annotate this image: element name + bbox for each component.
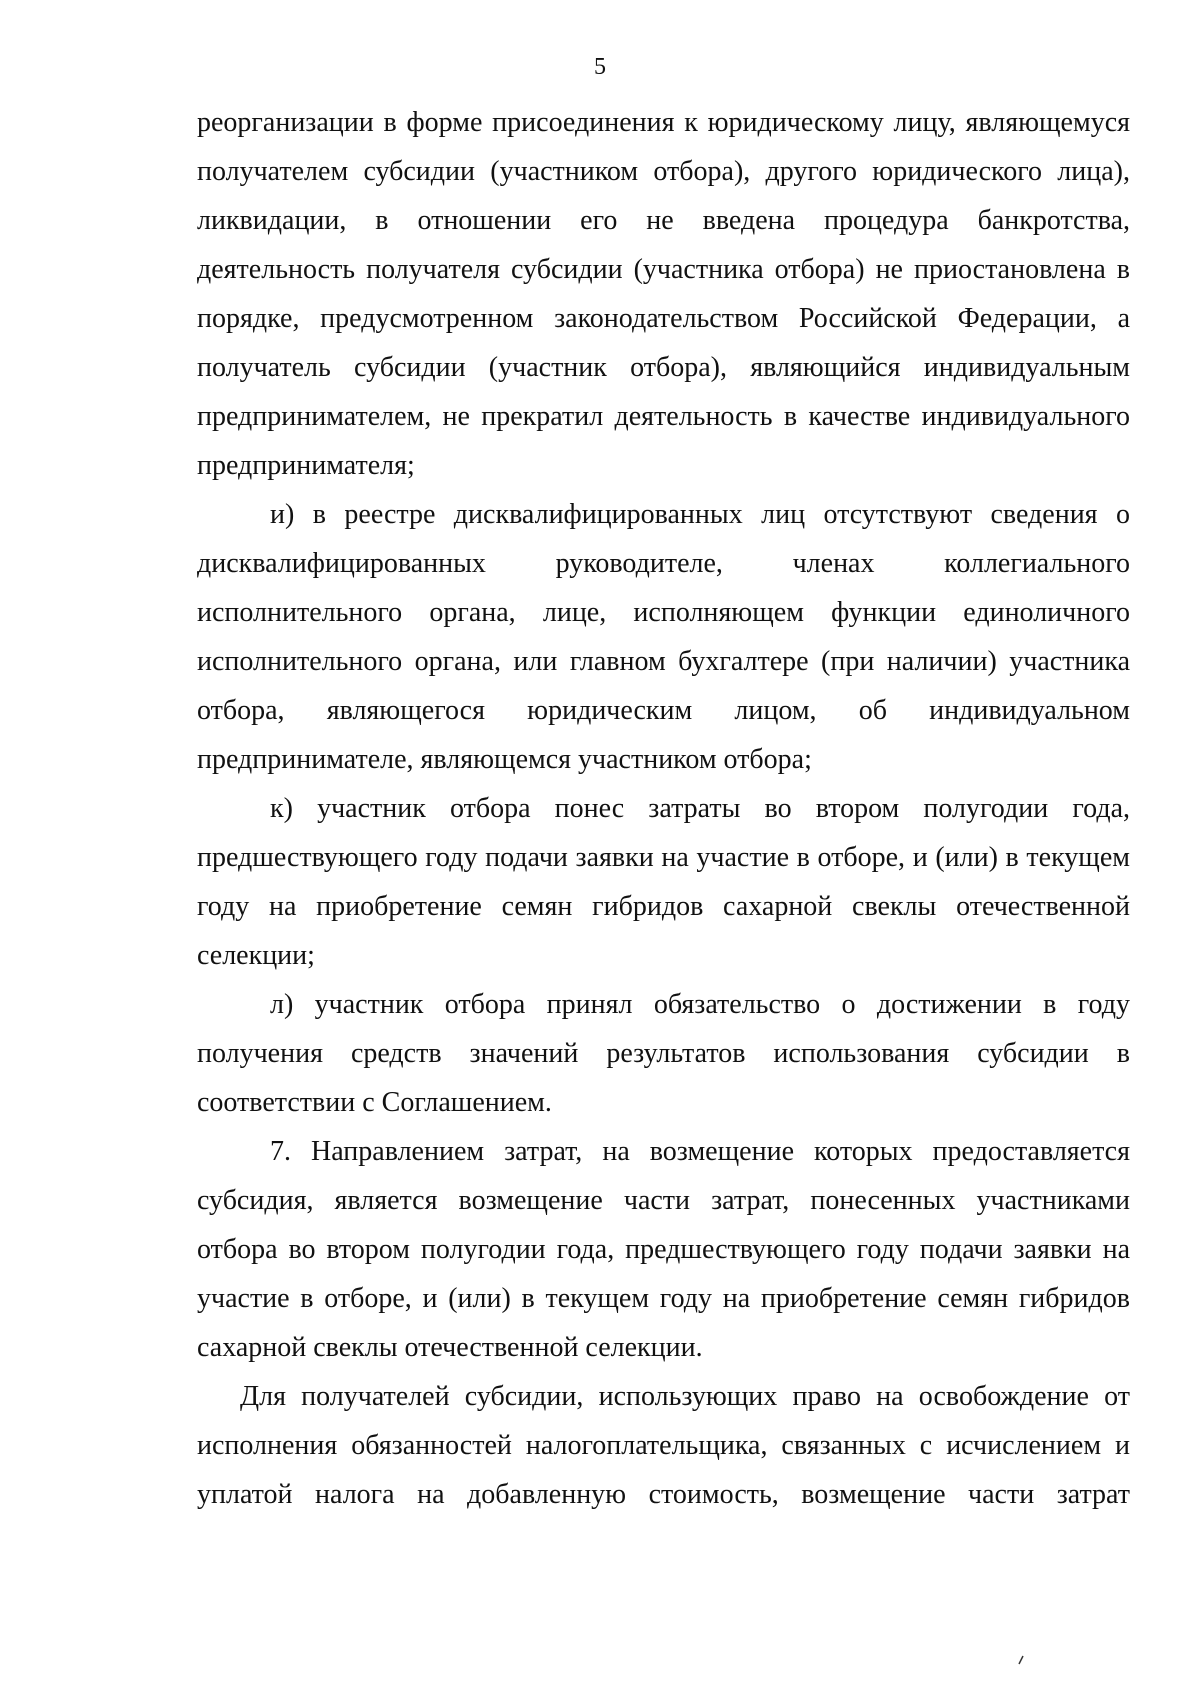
paragraph-section-7: 7. Направлением затрат, на возмещение которых предоставляется субсидия, является возмещение части затрат, понесенных участниками отбора во втором полугодии года, предшествующего году подачи заявки на участие в отборе, и (или) в текущем году на приобретение семян гибридов сахарной свеклы отечественной селекции. <box>197 1136 1130 1363</box>
page-number: 5 <box>594 54 606 80</box>
paragraph-continuation: реорганизации в форме присоединения к юридическому лицу, являющемуся получателем субсидии (участником отбора), другого юридического лица), ликвидации, в отношении его не введена процедура банкротства, деятельность получателя субсидии (участника отбора) не приостановлена в порядке, предусмотренном законодательством Российской Федерации, а получатель субсидии (участник отбора), являющийся индивидуальным предпринимателем, не прекратил деятельность в качестве индивидуального предпринимателя; <box>197 107 1130 481</box>
paragraph-item-i: и) в реестре дисквалифицированных лиц отсутствуют сведения о дисквалифицированных руководителе, членах коллегиального исполнительного органа, лице, исполняющем функции единоличного исполнительного органа, или главном бухгалтере (при наличии) участника отбора, являющегося юридическим лицом, об индивидуальном предпринимателе, являющемся участником отбора; <box>197 499 1130 775</box>
paragraph-item-l: л) участник отбора принял обязательство о достижении в году получения средств значений результатов использования субсидии в соответствии с Соглашением. <box>197 989 1130 1118</box>
document-body <box>197 98 1130 1519</box>
scan-mark <box>1018 1655 1024 1665</box>
paragraph-item-k: к) участник отбора понес затраты во втором полугодии года, предшествующего году подачи заявки на участие в отборе, и (или) в текущем году на приобретение семян гибридов сахарной свеклы отечественной селекции; <box>197 793 1130 971</box>
paragraph-vat: Для получателей субсидии, использующих право на освобождение от исполнения обязанностей налогоплательщика, связанных с исчислением и уплатой налога на добавленную стоимость, возмещение части затрат <box>197 1381 1130 1510</box>
